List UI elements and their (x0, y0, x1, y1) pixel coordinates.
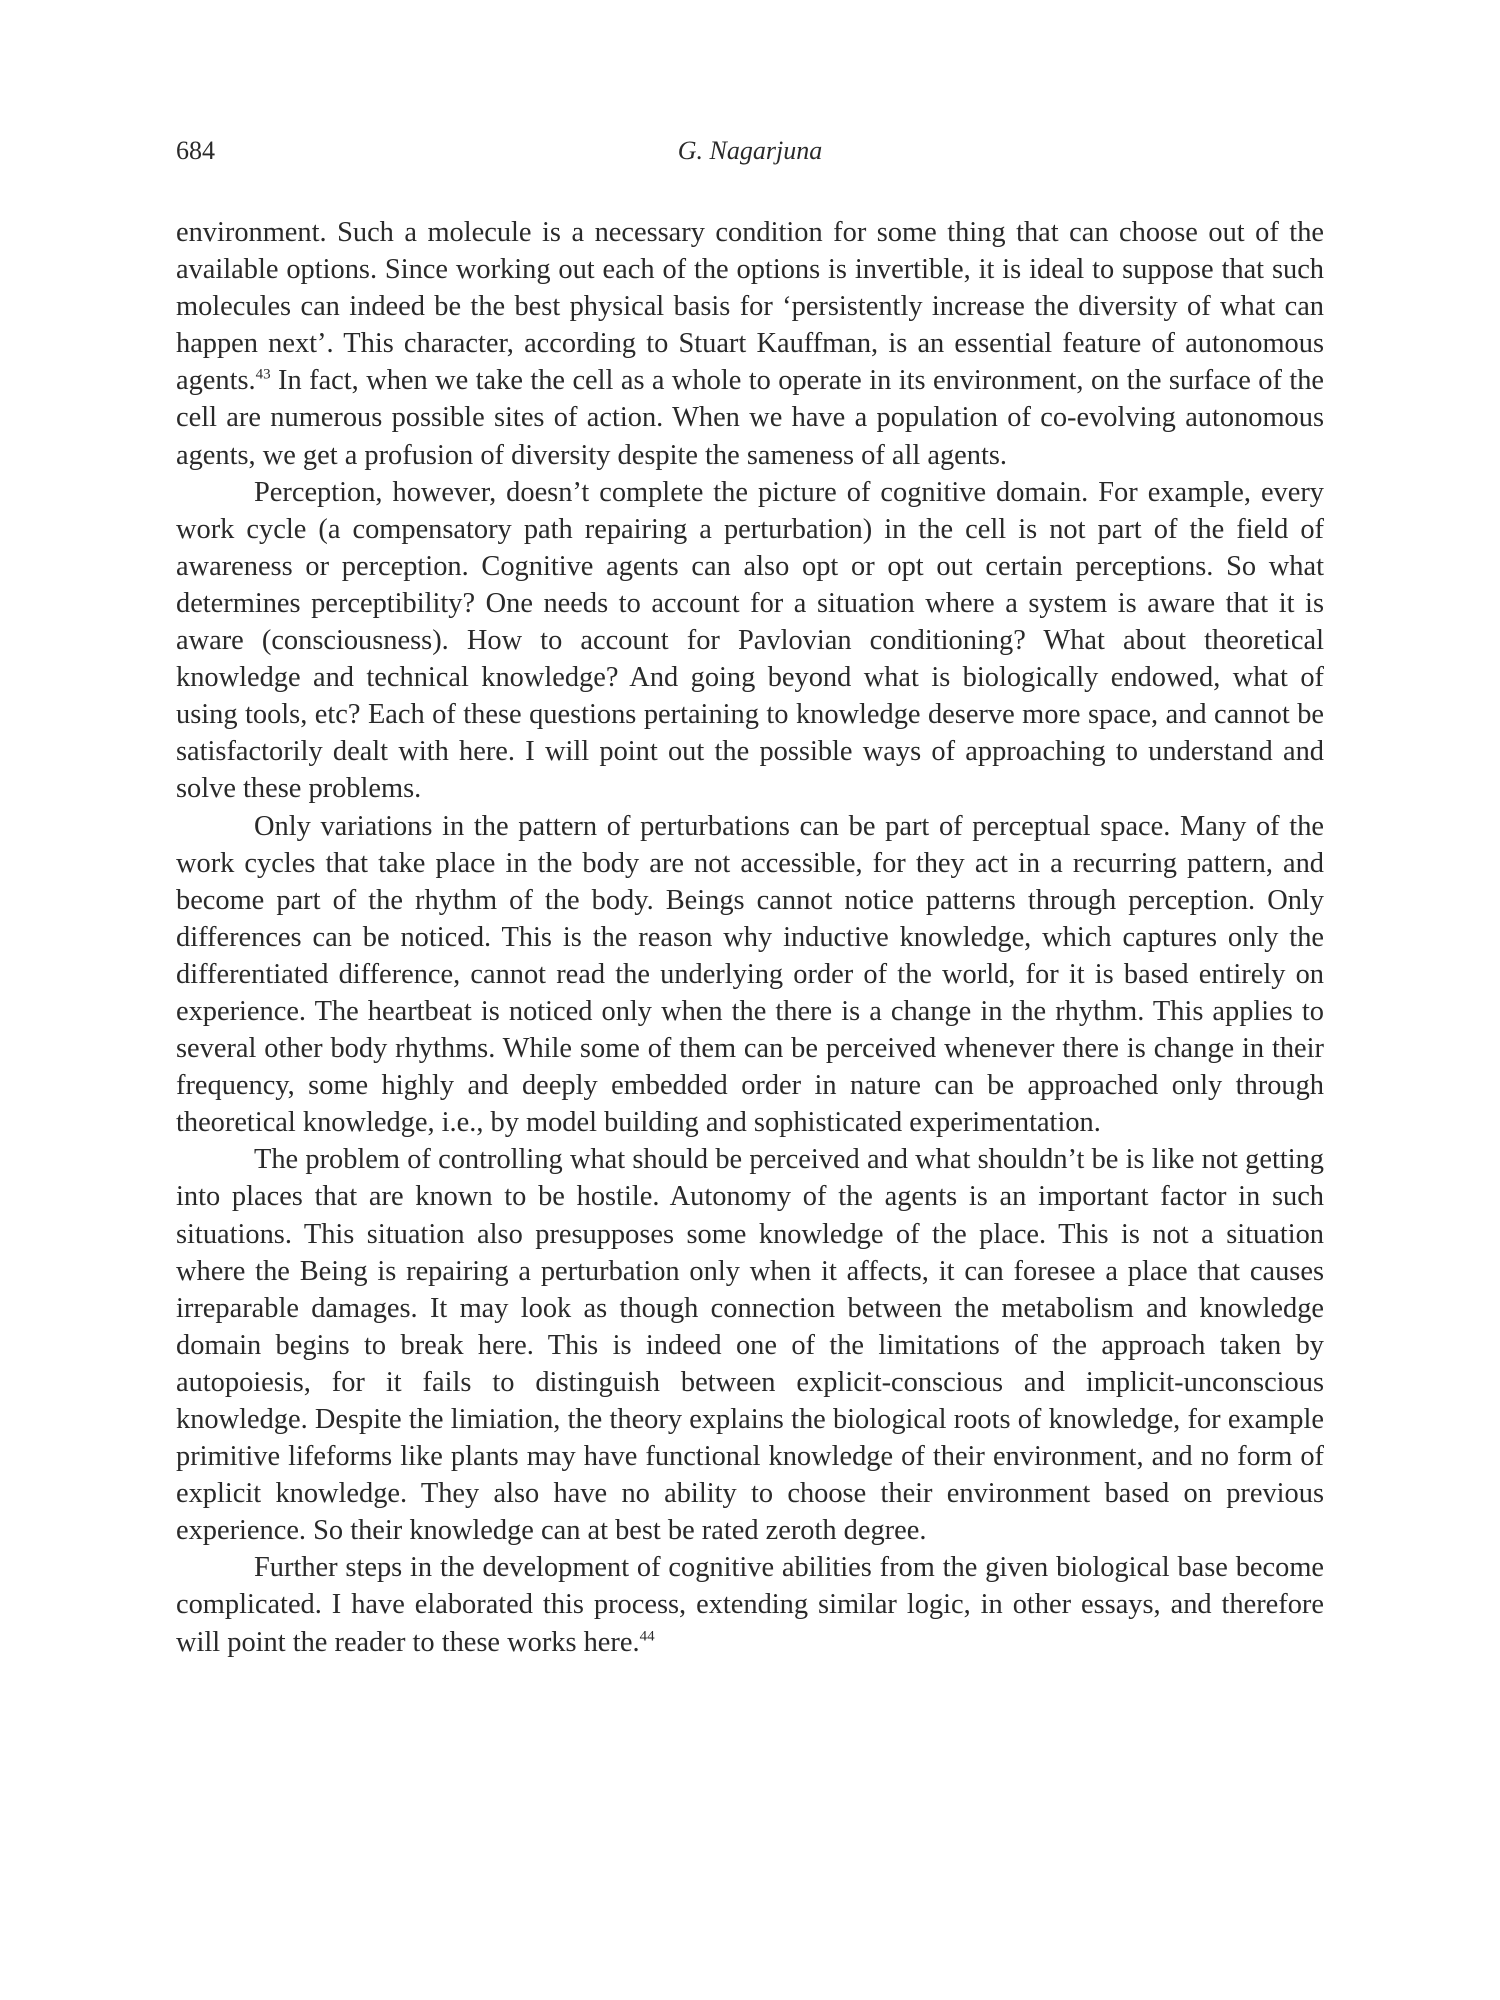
paragraph-1 (176, 214, 1324, 474)
footnote-ref-44: 44 (639, 1628, 655, 1645)
paragraph-3 (176, 808, 1324, 1142)
paragraph-3-text: Only variations in the pattern of perturbations can be part of perceptual space. Many of the work cycles that take place in the body are not accessible, for they act in a recurring pattern, and become part of the rhythm of the body. Beings cannot notice patterns through perception. Only differences can be noticed. This is the reason why inductive knowledge, which captures only the differentiated difference, cannot read the underlying order of the world, for it is based entirely on experience. The heartbeat is noticed only when the there is a change in the rhythm. This applies to several other body rhythms. While some of them can be perceived whenever there is change in their frequency, some highly and deeply embedded order in nature can be approached only through theoretical knowledge, i.e., by model building and sophisticated experimentation. (176, 810, 1324, 1139)
paragraph-5 (176, 1549, 1324, 1660)
body-text (176, 214, 1324, 1661)
page-number: 684 (176, 136, 215, 165)
footnote-ref-43: 43 (255, 366, 271, 383)
paragraph-1-text-continued: In fact, when we take the cell as a whole to operate in its environment, on the surface of the cell are numerous possible sites of action. When we have a population of co-evolving autonomous agents, we get a profusion of diversity despite the sameness of all agents. (176, 365, 1324, 471)
paragraph-5-text: Further steps in the development of cognitive abilities from the given biological base become complicated. I have elaborated this process, extending similar logic, in other essays, and therefore will point the reader to these works here. (176, 1552, 1324, 1658)
paragraph-1-text: environment. Such a molecule is a necessary condition for some thing that can choose out of the available options. Since working out each of the options is invertible, it is ideal to suppose that such molecules can indeed be the best physical basis for ‘persistently increase the diversity of what can happen next’. This character, according to Stuart Kauffman, is an essential feature of autonomous agents. (176, 217, 1324, 397)
paragraph-4 (176, 1141, 1324, 1549)
running-head (176, 136, 1324, 176)
paragraph-4-text: The problem of controlling what should be perceived and what shouldn’t be is like not getting into places that are known to be hostile. Autonomy of the agents is an important factor in such situations. This situation also presupposes some knowledge of the place. This is not a situation where the Being is repairing a perturbation only when it affects, it can foresee a place that causes irreparable damages. It may look as though connection between the metabolism and knowledge domain begins to break here. This is indeed one of the limitations of the approach taken by autopoiesis, for it fails to distinguish between explicit-conscious and implicit-unconscious knowledge. Despite the limiation, the theory explains the biological roots of knowledge, for example primitive lifeforms like plants may have functional knowledge of their environment, and no form of explicit knowledge. They also have no ability to choose their environment based on previous experience. So their knowledge can at best be rated zeroth degree. (176, 1144, 1324, 1547)
paragraph-2 (176, 474, 1324, 808)
paragraph-2-text: Perception, however, doesn’t complete the picture of cognitive domain. For example, every work cycle (a compensatory path repairing a perturbation) in the cell is not part of the field of awareness or perception. Cognitive agents can also opt or opt out certain perceptions. So what determines perceptibility? One needs to account for a situation where a system is aware that it is aware (consciousness). How to account for Pavlovian conditioning? What about theoretical knowledge and technical knowledge? And going beyond what is biologically endowed, what of using tools, etc? Each of these questions pertaining to knowledge deserve more space, and cannot be satisfactorily dealt with here. I will point out the possible ways of approaching to understand and solve these problems. (176, 476, 1324, 805)
running-title: G. Nagarjuna (677, 136, 823, 165)
